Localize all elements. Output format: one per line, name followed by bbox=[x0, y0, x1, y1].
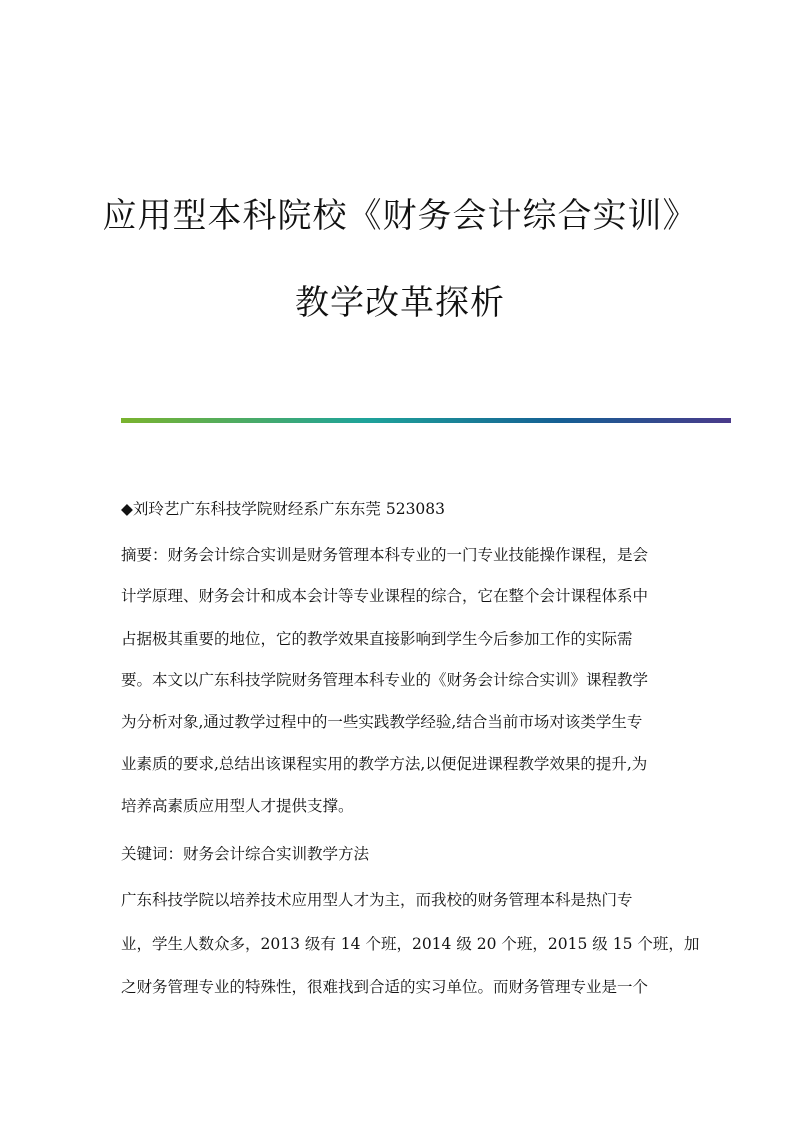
paper-title-line-2: 教学改革探析 bbox=[295, 283, 505, 323]
body-paragraph-line: 广东科技学院以培养技术应用型人才为主，而我校的财务管理本科是热门专 bbox=[121, 891, 633, 909]
abstract-line: 摘要：财务会计综合实训是财务管理本科专业的一门专业技能操作课程，是会 bbox=[121, 546, 649, 564]
abstract-line: 要。本文以广东科技学院财务管理本科专业的《财务会计综合实训》课程教学 bbox=[121, 671, 649, 689]
keywords-line: 关键词：财务会计综合实训教学方法 bbox=[121, 845, 370, 863]
abstract-line: 计学原理、财务会计和成本会计等专业课程的综合，它在整个会计课程体系中 bbox=[121, 587, 649, 605]
author-line bbox=[121, 497, 445, 519]
title-divider bbox=[121, 418, 731, 423]
abstract-line: 为分析对象,通过教学过程中的一些实践教学经验,结合当前市场对该类学生专 bbox=[121, 713, 643, 731]
paper-title-line-1: 应用型本科院校《财务会计综合实训》 bbox=[102, 196, 698, 236]
abstract-line: 培养高素质应用型人才提供支撑。 bbox=[121, 797, 354, 815]
diamond-bullet-icon: ◆ bbox=[121, 500, 133, 518]
abstract-line: 占据极其重要的地位，它的教学效果直接影响到学生今后参加工作的实际需 bbox=[121, 630, 633, 648]
abstract-line: 业素质的要求,总结出该课程实用的教学方法,以便促进课程教学效果的提升,为 bbox=[121, 755, 648, 773]
body-paragraph-line: 之财务管理专业的特殊性，很难找到合适的实习单位。而财务管理专业是一个 bbox=[121, 978, 649, 996]
author-affiliation: 刘玲艺广东科技学院财经系广东东莞 523083 bbox=[132, 500, 446, 518]
body-paragraph-line: 业，学生人数众多，2013 级有 14 个班，2014 级 20 个班，2015 级 15 个班，加 bbox=[121, 935, 700, 953]
